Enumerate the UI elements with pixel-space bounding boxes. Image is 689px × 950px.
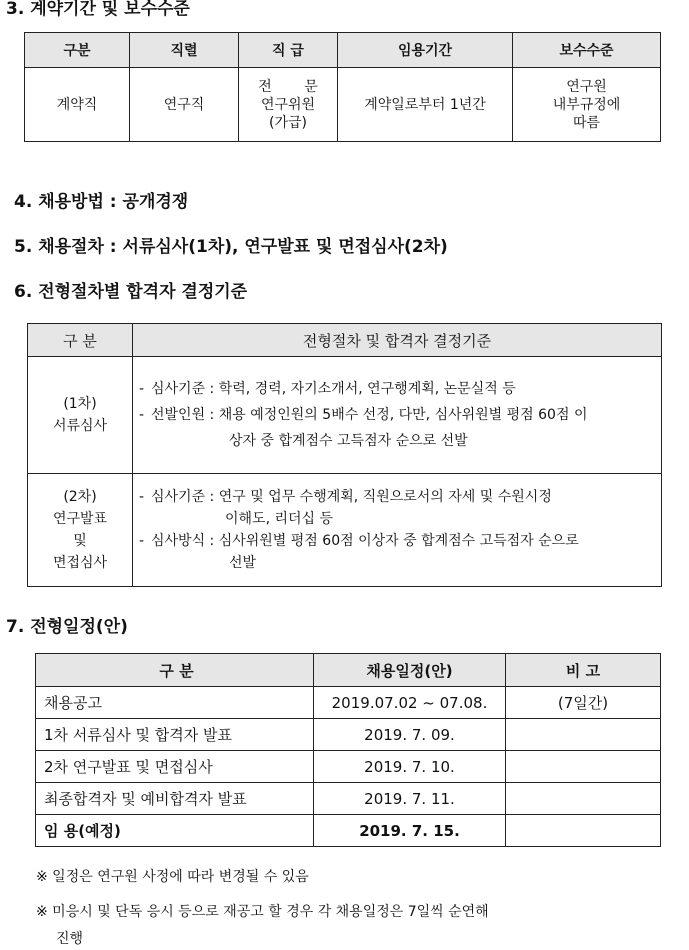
schedule-note <box>506 719 661 751</box>
table-header-row <box>28 324 662 357</box>
criteria-text: 선발 <box>229 555 257 571</box>
stage-label <box>28 474 133 587</box>
table-row <box>36 783 661 815</box>
schedule-date: 2019.07.02 ~ 07.08. <box>314 687 506 719</box>
header-cell: 직렬 <box>130 33 239 68</box>
schedule-label: 2차 연구발표 및 면접심사 <box>36 751 314 783</box>
header-cell: 보수수준 <box>513 33 661 68</box>
header-cell: 비 고 <box>506 654 661 687</box>
pay-cell <box>513 68 661 142</box>
schedule-label: 최종합격자 및 예비합격자 발표 <box>36 783 314 815</box>
schedule-note: (7일간) <box>506 687 661 719</box>
grade-line: 전 문 <box>258 78 332 95</box>
schedule-date: 2019. 7. 09. <box>314 719 506 751</box>
stage-label-line: 및 <box>73 533 87 549</box>
grade-cell <box>239 68 338 142</box>
schedule-note <box>506 783 661 815</box>
grade-line: 연구위원 <box>260 96 316 113</box>
table-row <box>25 68 661 142</box>
stage-label <box>28 357 133 474</box>
schedule-note-text: ※ 일정은 연구원 사정에 따라 변경될 수 있음 <box>36 869 309 885</box>
type-cell: 계약직 <box>25 68 130 142</box>
criteria-content <box>133 474 662 587</box>
header-cell: 채용일정(안) <box>314 654 506 687</box>
schedule-label: 임 용(예정) <box>36 815 314 847</box>
schedule-note <box>506 815 661 847</box>
table-row <box>36 815 661 847</box>
criteria-text: 심사기준 : 연구 및 업무 수행계획, 직원으로서의 자세 및 수원시정 <box>151 489 552 505</box>
criteria-item: - 선발인원 : 채용 예정인원의 5배수 선정, 다만, 심사위원별 평점 60점 이 <box>139 407 588 423</box>
section3-heading: 3. 계약기간 및 보수수준 <box>6 0 190 19</box>
stage-label-line: (1차) <box>63 396 97 412</box>
header-cell: 구 분 <box>28 324 133 357</box>
schedule-label: 1차 서류심사 및 합격자 발표 <box>36 719 314 751</box>
section4-heading: 4. 채용방법 : 공개경쟁 <box>14 192 189 212</box>
stage-label-line: 면접심사 <box>52 555 108 571</box>
stage-label-line: 서류심사 <box>52 418 108 434</box>
header-cell: 전형절차 및 합격자 결정기준 <box>133 324 662 357</box>
pay-line: 따름 <box>572 114 601 131</box>
series-cell: 연구직 <box>130 68 239 142</box>
table-header-row <box>25 33 661 68</box>
section7-heading: 7. 전형일정(안) <box>6 617 128 637</box>
section6-heading: 6. 전형절차별 합격자 결정기준 <box>14 282 248 302</box>
pay-line: 내부규정에 <box>552 96 621 113</box>
criteria-item: - 심사방식 : 심사위원별 평점 60점 이상자 중 합계점수 고득점자 순으로 <box>139 533 579 549</box>
period-cell: 계약일로부터 1년간 <box>338 68 513 142</box>
criteria-text: 상자 중 합계점수 고득점자 순으로 선발 <box>229 433 468 449</box>
schedule-table <box>35 653 661 847</box>
criteria-text: 선발인원 : 채용 예정인원의 5배수 선정, 다만, 심사위원별 평점 60점 이 <box>151 407 588 423</box>
section5-heading: 5. 채용절차 : 서류심사(1차), 연구발표 및 면접심사(2차) <box>14 237 448 257</box>
table-row <box>36 751 661 783</box>
schedule-date: 2019. 7. 11. <box>314 783 506 815</box>
criteria-text: 이해도, 리더십 등 <box>225 511 334 527</box>
schedule-label: 채용공고 <box>36 687 314 719</box>
grade-line: (가급) <box>269 114 307 131</box>
schedule-note <box>506 751 661 783</box>
table-row <box>28 357 662 474</box>
stage-label-line: (2차) <box>63 489 97 505</box>
header-cell: 직 급 <box>239 33 338 68</box>
schedule-date: 2019. 7. 15. <box>314 815 506 847</box>
criteria-text: 심사방식 : 심사위원별 평점 60점 이상자 중 합계점수 고득점자 순으로 <box>151 533 579 549</box>
criteria-table <box>27 323 662 587</box>
header-cell: 임용기간 <box>338 33 513 68</box>
pay-line: 연구원 <box>566 78 607 95</box>
schedule-note-text: ※ 미응시 및 단독 응시 등으로 재공고 할 경우 각 채용일정은 7일씩 순연해 <box>36 904 489 920</box>
table-row <box>28 474 662 587</box>
table-header-row <box>36 654 661 687</box>
contract-table <box>24 32 661 142</box>
header-cell: 구 분 <box>36 654 314 687</box>
table-row <box>36 687 661 719</box>
criteria-content <box>133 357 662 474</box>
criteria-text: 심사기준 : 학력, 경력, 자기소개서, 연구행계획, 논문실적 등 <box>151 381 516 397</box>
schedule-date: 2019. 7. 10. <box>314 751 506 783</box>
criteria-item: - 심사기준 : 학력, 경력, 자기소개서, 연구행계획, 논문실적 등 <box>139 381 516 397</box>
schedule-note-text: 진행 <box>56 931 84 947</box>
table-row <box>36 719 661 751</box>
criteria-item: - 심사기준 : 연구 및 업무 수행계획, 직원으로서의 자세 및 수원시정 <box>139 489 552 505</box>
stage-label-line: 연구발표 <box>52 511 108 527</box>
header-cell: 구분 <box>25 33 130 68</box>
